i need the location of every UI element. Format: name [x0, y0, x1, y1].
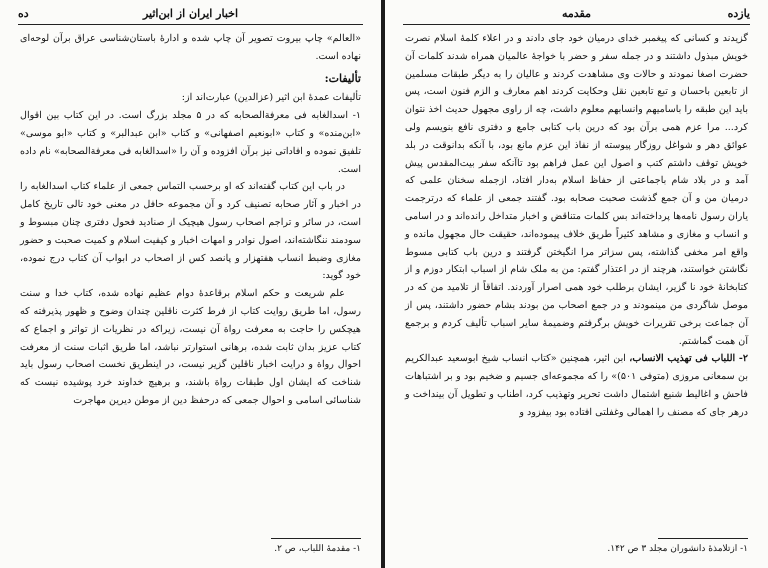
running-title: مقدمه: [561, 7, 592, 20]
footnote-rule: [658, 538, 748, 539]
page-number: ده: [18, 7, 29, 20]
item-text: ابن اثیر، همچنین «کتاب انساب شیخ ابوسعید عبدالکریم بن سمعانی مروزی (متوفی ۵۰۱)» را که مجموعه‌ای جسیم و ضخیم بود و بر اشتباهات فاحش و اغالیط شنیع اشتمال داشت تحریر وتهذیب کرد، اطناب و تطویل آن بینداخت و درهر جای که مصنف را اهمالی وغفلتی افتاده بود بیفزود و: [405, 353, 748, 418]
footnote-rule: [271, 538, 361, 539]
footnote: ۱- ازتلامذهٔ دانشوران مجلد ۳ ص ۱۴۲.: [607, 544, 748, 554]
numbered-item: [405, 350, 748, 421]
paragraph: تألیفات عمدهٔ ابن اثیر (عزالدین) عبارت‌اند از:: [181, 92, 361, 104]
paragraph: ۱- اسدالغابه فی معرفةالصحابه که در ۵ مجلد بزرگ است. در این کتاب بین اقوال «ابن‌منده» و کتاب «ابونعیم اصفهانی» و کتاب «ابن عبدالبر» و کتاب «ابو موسی» تلفیق نموده و افاداتی نیز برآن افزوده و آن را «اسدالغابه فی معرفةالصحابه» نام داده است.: [20, 110, 361, 175]
paragraph: در باب این کتاب گفته‌اند که او برحسب التماس جمعی از علماء کتاب اسدالغابه را در اخبار و آثار صحابه تصنیف کرد و آن مجموعه حافل در معنی خود تالی تاریخ کامل است، در سائر و تراجم اصحاب رسول هیچیک از صنادید فحول دفتری چنان مبسوط و سودمند ننگاشته‌اند، اصول نوادر و امهات اخبار و کیفیت اسلام و کمیت صحبت و حضور مغازی وضبط انساب هفتهزار و پانصد کس از اصحاب در ابواب آن کتاب درج نموده، خود گوید:: [20, 181, 361, 282]
paragraph: گزیدند و کسانی که پیغمبر خدای درمیان خود جای دادند و در اعلاء کلمهٔ اسلام نصرت خویش مبذول داشتند و در جمله سفر و حضر با خواجهٔ عالمیان همراه شدند کلمات آن حضرت اصغا نمودند و حالات وی مشاهدت کردند و عالیان را به دیگر طبقات مسلمین از تابعین باحسان و تبع تابعین نقل وحکایت کردند اهم معارف و الزم فنون است، پس باید این طبقه را باسامیهم وانسابهم معلوم داشت، چه از راوی مجهول حدیث اخذ نتوان کرد... مرا عزم همی برآن بود که درین باب کتابی جامع و دفتری نافع بنویسم ولی عوائق دهر و شواغل روزگار پیوسته از نفاذ این عزم مانع بود، با آنکه بدانوقت در بلد خویش توقف داشتم کتب و اصول این عمل فراهم بود تاآنکه سفر بیت‌المقدس پیش آمد و در بلاد شام باجماعتی از حفاظ اسلام به‌دار افتاد، ازجمله سخنان علمی که درمیان من و آن جمع گذشت صحبت صحابه بود. گفتند جمعی از علماء که درترجمت یاران رسول نامه‌ها پرداخته‌اند بس کلمات متناقض و اخبار متداخل رانده‌اند و در اسامی و انساب و مغازی و مشاهد کثیراً طریق خلاف پیموده‌اند، حقیقت حال مجهول مانده و واقع امر مخفی گذاشته، پس سزاتر مرا انگیختن گرفتند و درین باب کتابی مسوط نگاشتن خواستند، هرچند از در اعتذار گفتم: من به ملک شام از اسباب ابتکار دوزم و از کتابخانهٔ خود نا گزیر، ایشان برطلب خود همی اصرار آوردند. اتفاقاً از تلامید من که در موصل شاگردی من مینمودند و در جمع اصحاب من بودند بشام حضور داشتند، پس از آن جماعت برخی تقریرات خویش برگرفتم وضمیمهٔ سایر اسباب تألیف کردم و برجمع آن همت گماشتم.: [405, 33, 748, 347]
right-page: [385, 0, 768, 568]
left-page-body: [20, 30, 361, 410]
header-rule: [403, 24, 750, 25]
left-page: [0, 0, 381, 568]
paragraph: «العالم» چاپ بیروت تصویر آن چاپ شده و ادارهٔ باستان‌شناسی عراق برآن لوحه‌ای نهاده است.: [20, 33, 361, 62]
running-title: اخبار ایران از ابن‌اثیر: [142, 7, 238, 20]
item-title: ۲- اللباب فی تهذیب الانساب،: [629, 353, 748, 365]
page-number: یازده: [727, 7, 750, 20]
right-page-header: [403, 7, 750, 23]
left-page-header: [18, 7, 363, 23]
section-heading: تألیفات:: [324, 71, 361, 85]
paragraph: علم شریعت و حکم اسلام برقاعدهٔ دوام عظیم نهاده شده، کتاب خدا و سنت رسول، اما طریق روایت کتاب از فرط کثرت ناقلین چندان وضوح و ظهور پذیرفته که هیچکس را حاجت به معرفت رواة آن نیست، زیراکه در نظریات از تواتر و اجماع که کتاب عزیز بدان ثابت شده، برهانی استوارتر نباشد، اما طریق اثبات سنت از معرفت احوال رواة و درایت اخبار ناقلین گزیر نیست، در اینطریق نخست اصحاب رسول باید شناخت که ایشان اول طبقات رواة باشند، و برهیچ خداوند خرد پوشیده نیست که شناسائی اسامی و احوال جمعی که درحفظ دین از موطن دیرین مهاجرت: [20, 288, 361, 406]
header-rule: [18, 24, 363, 25]
right-page-body: [405, 30, 748, 422]
footnote: ۱- مقدمهٔ اللباب، ص ۲.: [274, 544, 361, 554]
